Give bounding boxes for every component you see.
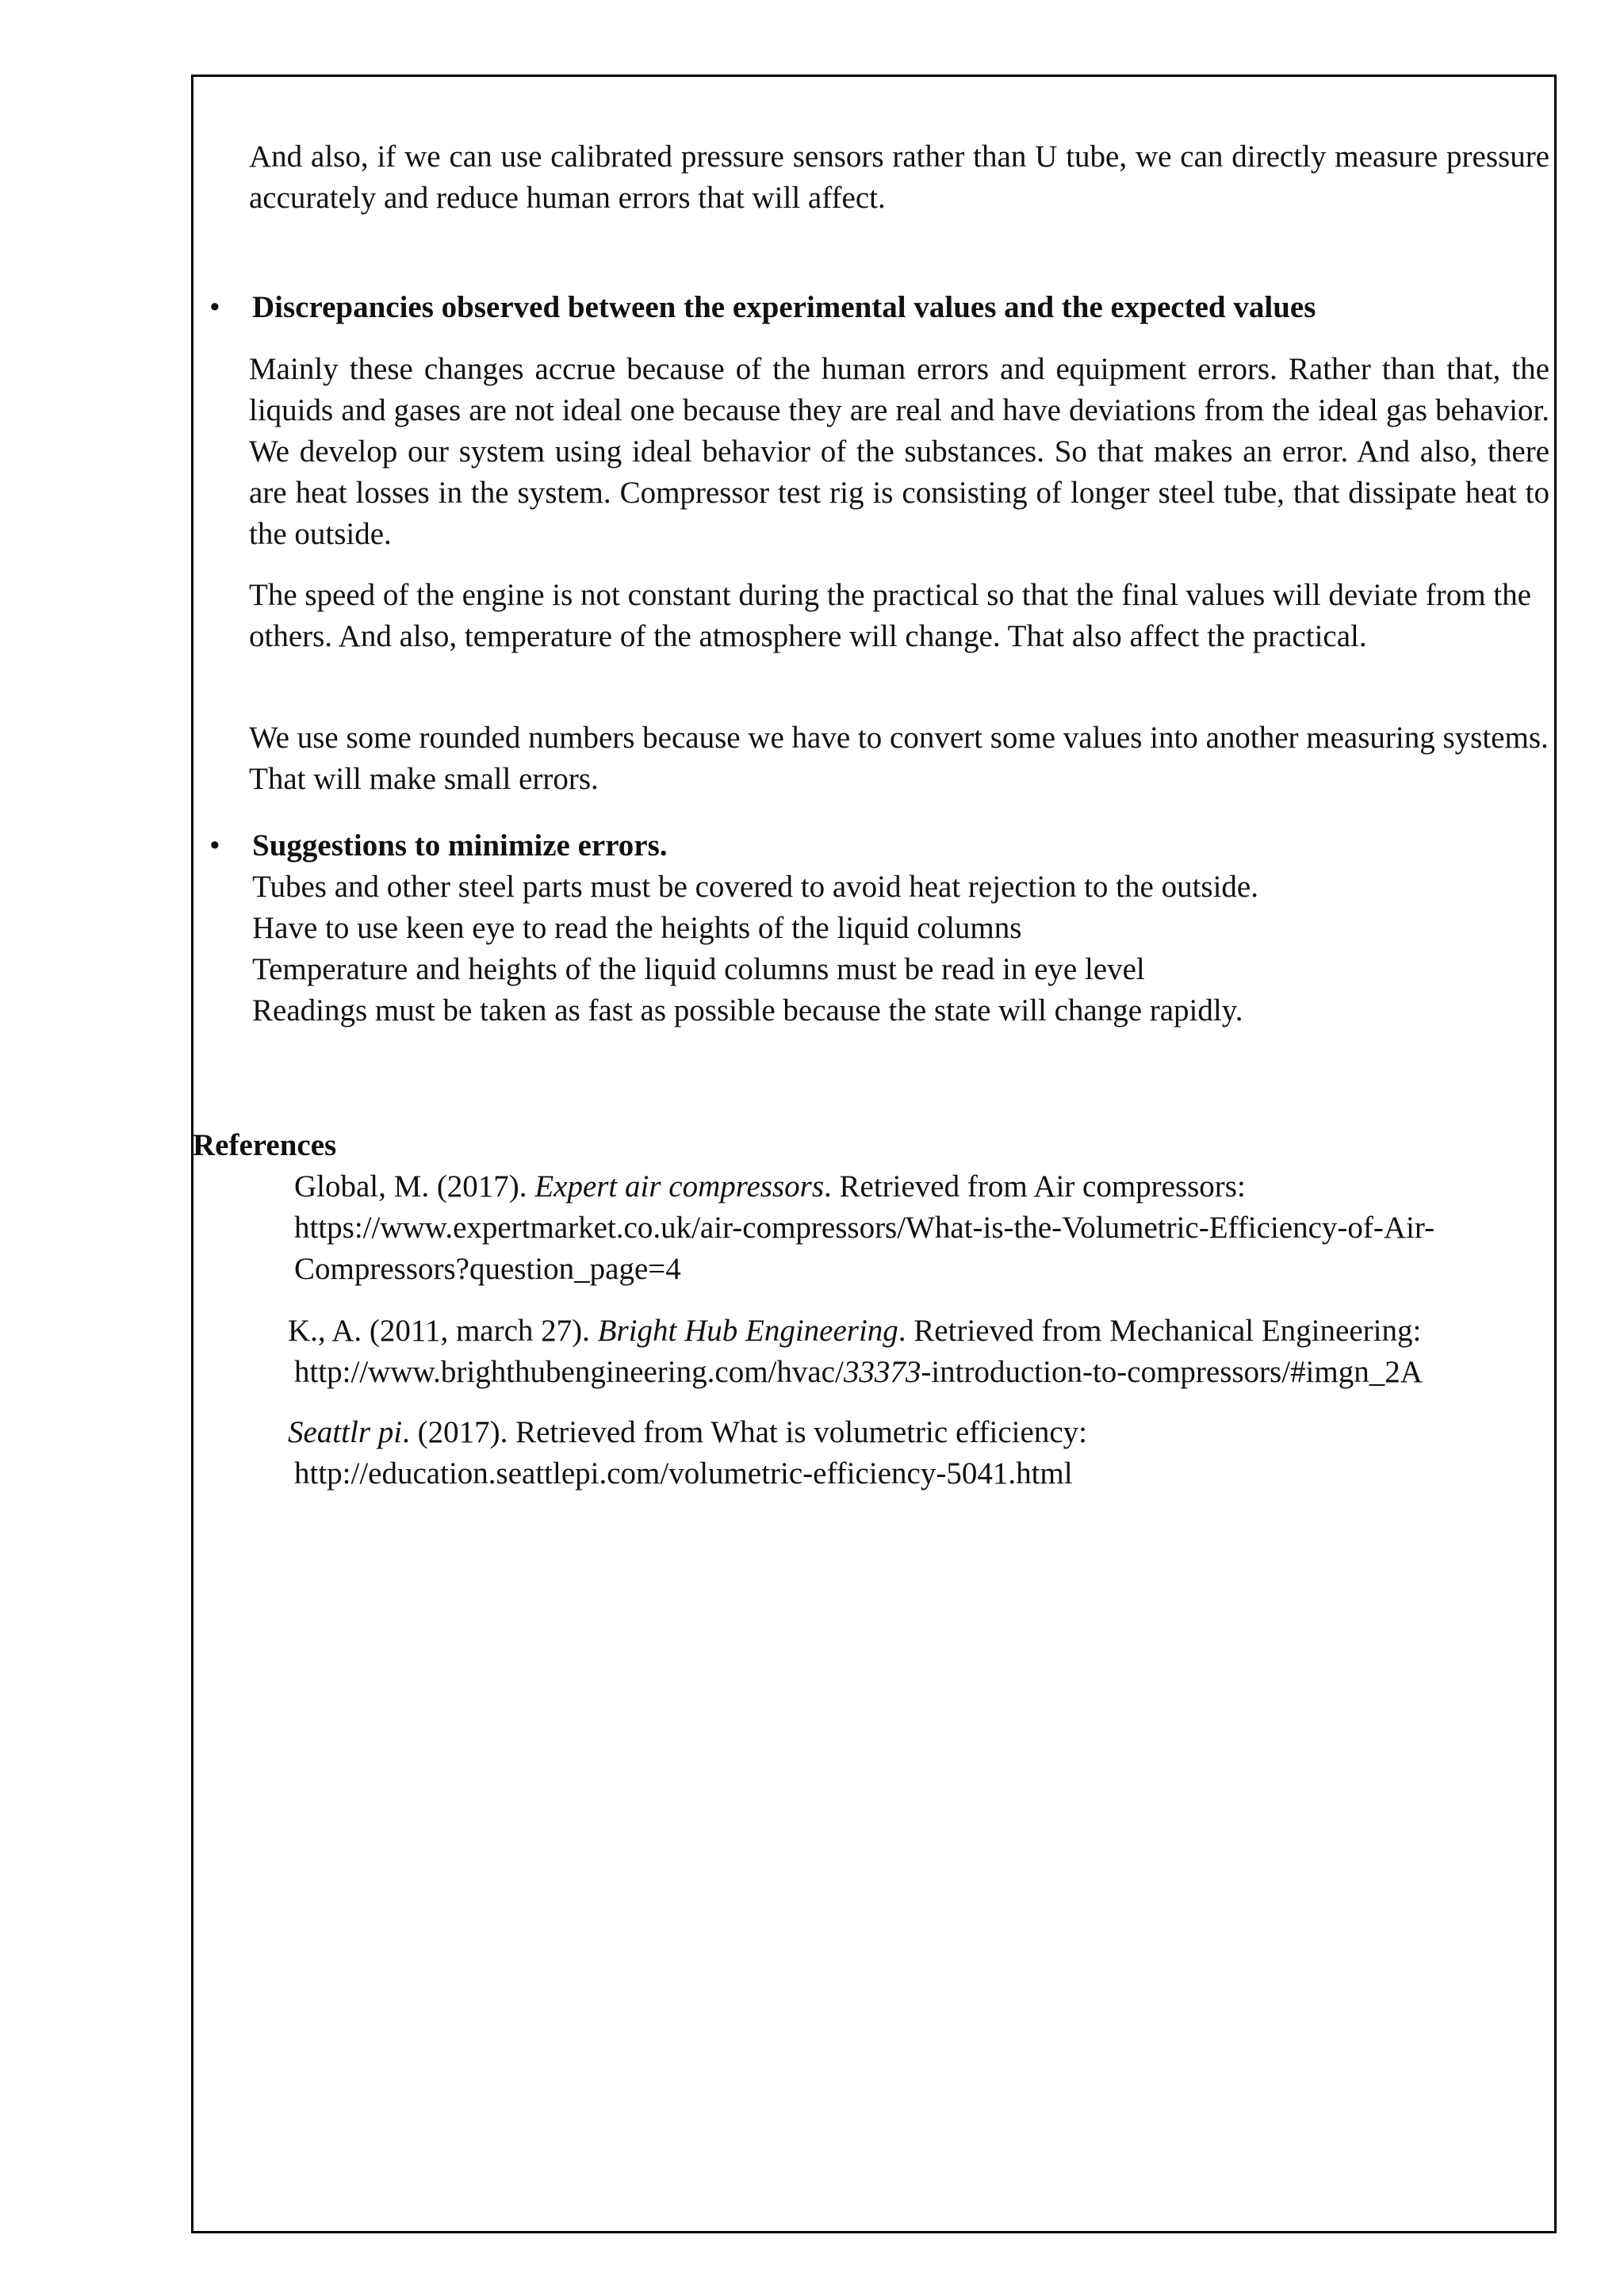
- reference-title: Bright Hub Engineering: [597, 1314, 898, 1348]
- reference-url: http://education.seattlepi.com/volumetric-efficiency-5041.html: [294, 1456, 1073, 1490]
- reference-title: Expert air compressors: [534, 1169, 825, 1203]
- reference-url: http://www.brighthubengineering.com/hvac/33373-introduction-to-compressors/#imgn_2A: [294, 1355, 1423, 1389]
- reference-entry: [294, 1166, 1434, 1290]
- list-item: Readings must be taken as fast as possible because the state will change rapidly.: [252, 993, 1243, 1027]
- bullet-icon: •: [209, 290, 220, 324]
- reference-url: Compressors?question_page=4: [294, 1252, 681, 1286]
- reference-entry: [288, 1412, 1087, 1494]
- reference-citation: K., A. (2011, march 27). Bright Hub Engineering. Retrieved from Mechanical Engineering:: [288, 1314, 1422, 1348]
- intro-paragraph: And also, if we can use calibrated pressure sensors rather than U tube, we can directly measure pressure accurately and reduce human errors that will affect.: [249, 140, 1549, 215]
- reference-citation: Seattlr pi. (2017). Retrieved from What is volumetric efficiency:: [288, 1415, 1087, 1449]
- discrepancies-paragraph-2: The speed of the engine is not constant during the practical so that the final values will deviate from the others. And also, temperature of the atmosphere will change. That also affect the practical.: [249, 578, 1531, 653]
- list-item: Have to use keen eye to read the heights of the liquid columns: [252, 911, 1022, 945]
- suggestions-heading-text: Suggestions to minimize errors.: [252, 828, 668, 863]
- list-item: Temperature and heights of the liquid columns must be read in eye level: [252, 952, 1145, 986]
- reference-entry: [288, 1311, 1423, 1393]
- discrepancies-heading-text: Discrepancies observed between the experimental values and the expected values: [252, 290, 1316, 324]
- references-title: References: [193, 1128, 337, 1162]
- list-item: Tubes and other steel parts must be covered to avoid heat rejection to the outside.: [252, 870, 1258, 904]
- suggestions-list: [252, 867, 1258, 1031]
- discrepancies-paragraph-1: Mainly these changes accrue because of the human errors and equipment errors. Rather than that, the liquids and gases are not ideal one because they are real and have deviations from the ideal gas behavior. We develop our system using ideal behavior of the substances. So that makes an error. And also, there are heat losses in the system. Compressor test rig is consisting of longer steel tube, that dissipate heat to the outside.: [249, 352, 1549, 551]
- reference-title: Seattlr pi: [288, 1415, 403, 1449]
- bullet-icon: •: [209, 828, 220, 863]
- discrepancies-paragraph-3: We use some rounded numbers because we have to convert some values into another measuring systems. That will make small errors.: [249, 721, 1549, 796]
- reference-url: https://www.expertmarket.co.uk/air-compressors/What-is-the-Volumetric-Efficiency-of-Air-: [294, 1211, 1435, 1245]
- discrepancies-heading: [209, 287, 1316, 328]
- suggestions-heading: [209, 825, 668, 867]
- reference-citation: Global, M. (2017). Expert air compressors. Retrieved from Air compressors:: [294, 1169, 1246, 1203]
